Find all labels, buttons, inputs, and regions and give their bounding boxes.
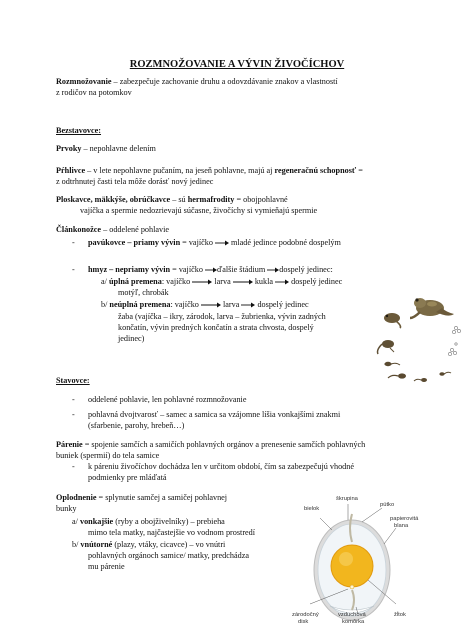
pavukovce-term: pavúkovce – priamy vývin xyxy=(88,238,181,247)
prhlivce-eq: = xyxy=(356,166,363,175)
bullet-dash: - xyxy=(72,265,75,274)
parenie-line-2: buniek (spermií) do tela samice xyxy=(56,451,160,460)
prvoky-term: Prvoky xyxy=(56,144,82,153)
label-zarodocny-1: zárodočný xyxy=(292,612,319,618)
intro-rest: – zabezpečuje zachovanie druhu a odovzdávanie znakov a vlastností xyxy=(111,77,338,86)
arrow-icon xyxy=(192,279,212,285)
vonkajsie-term: vonkajšie xyxy=(79,517,114,526)
arrow-icon xyxy=(233,279,253,285)
tadpole-icon xyxy=(414,378,427,382)
parenie-bullet-2: podmienky pre mláďatá xyxy=(88,473,167,482)
parenie-term: Párenie xyxy=(56,440,83,449)
label-skrupina: škrupina xyxy=(336,496,358,502)
heading-bezstavovce: Bezstavovce: xyxy=(56,126,102,135)
tadpole-icon xyxy=(439,372,451,376)
label-vzduch-2: komôrka xyxy=(342,619,365,625)
uplna-premena-term: úplná premena xyxy=(108,277,162,286)
hermafrodity-term: hermafrodity xyxy=(187,195,235,204)
a-adult: dospelý jedinec xyxy=(289,277,343,286)
vnutorne-line-1 xyxy=(72,540,225,550)
clankonozce-rest: – oddelené pohlavie xyxy=(101,225,170,234)
b-label: b/ xyxy=(101,300,110,309)
tadpole-legs-icon xyxy=(378,340,395,354)
a-label: a/ xyxy=(101,277,109,286)
pavukovce-young: mladé jedince podobné dospelým xyxy=(228,238,341,247)
vonkajsie-label: a/ xyxy=(72,517,80,526)
a-larva: larva xyxy=(212,277,233,286)
zaba-line-1: žaba (vajíčka – ikry, zárodok, larva – žubrienka, vývin zadných xyxy=(118,312,326,321)
hmyz-egg: = vajíčko xyxy=(170,265,205,274)
neuplna-premena-term: neúplná premena xyxy=(109,300,171,309)
tadpole-icon xyxy=(384,362,400,366)
zaba-line-2: končatín, vývin predných končatín a strata chvosta, dospelý xyxy=(118,323,314,332)
hmyz-line xyxy=(88,265,333,275)
neuplna-premena-line xyxy=(101,300,309,310)
bullet-dash: - xyxy=(72,238,75,247)
a-kukla: kukla xyxy=(252,277,276,286)
oplodnenie-term: Oplodnenie xyxy=(56,493,97,502)
tadpole-icon xyxy=(388,373,406,378)
prvoky-rest: – nepohlavne delením xyxy=(81,144,156,153)
arrow-icon xyxy=(267,267,279,273)
zaba-line-3: jedinec) xyxy=(118,334,145,343)
label-zarodocny-2: disk xyxy=(298,619,309,625)
pavukovce-line xyxy=(88,238,341,248)
hmyz-stage: ďalšie štádium xyxy=(216,265,268,274)
bullet-dash: - xyxy=(72,462,75,471)
intro-line-2: z rodičov na potomkov xyxy=(56,88,132,97)
arrow-icon xyxy=(205,267,217,273)
pavukovce-egg: = vajíčko xyxy=(180,238,215,247)
label-bielok: bielok xyxy=(304,506,320,512)
vnutorne-label: b/ xyxy=(72,540,81,549)
bullet-dash: - xyxy=(72,410,75,419)
arrow-icon xyxy=(275,279,289,285)
uplna-premena-examples: motýľ, chrobák xyxy=(118,288,169,297)
vnutorne-rest: (plazy, vtáky, cicavce) – vo vnútri xyxy=(112,540,226,549)
b-larva: larva xyxy=(220,300,242,309)
uplna-premena-line xyxy=(101,277,342,287)
prhlivce-line-1 xyxy=(56,166,363,176)
stavovce-item-1: oddelené pohlavie, len pohlavné rozmnožovanie xyxy=(88,395,247,404)
ploskavce-line-1 xyxy=(56,195,288,205)
arrow-icon xyxy=(201,302,221,308)
b-egg: : vajíčko xyxy=(170,300,201,309)
ploskavce-term: Ploskavce, mäkkýše, obrúčkavce xyxy=(56,195,171,204)
vnutorne-line-3: mu párenie xyxy=(88,562,125,571)
stavovce-item-2a: pohlavná dvojtvarosť – samec a samica sa vzájomne líšia vonkajšími znakmi xyxy=(88,410,341,419)
frog-icon xyxy=(410,298,454,318)
arrow-icon xyxy=(215,240,229,246)
intro-term: Rozmnožovanie xyxy=(56,77,112,86)
b-adult: dospelý jedinec xyxy=(255,300,309,309)
froglet-icon xyxy=(384,313,401,328)
clankonozce-term: Článkonožce xyxy=(56,225,102,234)
parenie-bullet-1: k páreniu živočíchov dochádza len v určitom období, čím sa zabezpečujú vhodné xyxy=(88,462,354,471)
arrow-icon xyxy=(241,302,255,308)
prhlivce-line-2: z odtrhnutej časti tela môže dorásť nový jedinec xyxy=(56,177,214,186)
bullet-dash: - xyxy=(72,395,75,404)
vonkajsie-line-1 xyxy=(72,517,225,527)
frog-life-cycle-illustration xyxy=(376,288,466,388)
vnutorne-term: vnútorné xyxy=(80,540,113,549)
hmyz-adult: dospelý jedinec: xyxy=(279,265,333,274)
label-putko: pútko xyxy=(380,502,395,508)
label-zltok: žĺtok xyxy=(394,612,406,618)
egg-cluster-icon xyxy=(448,326,460,355)
label-blana-1: papierovitá xyxy=(390,516,419,522)
label-blana-2: blana xyxy=(394,523,409,529)
prvoky-line xyxy=(56,144,156,154)
egg-diagram-svg xyxy=(290,494,424,628)
hmyz-term: hmyz – nepriamy vývin xyxy=(88,265,171,274)
page-title: ROZMNOŽOVANIE A VÝVIN ŽIVOČÍCHOV xyxy=(129,59,345,70)
parenie-rest: = spojenie samčích a samičích pohlavných orgánov a prenesenie samčích pohlavných xyxy=(82,440,366,449)
oplodnenie-line-1 xyxy=(56,493,227,503)
vonkajsie-line-2: mimo tela matky, najčastejšie vo vodnom prostredí xyxy=(88,528,256,537)
heading-stavovce: Stavovce: xyxy=(56,376,90,385)
prhlivce-term: Pŕhlivce xyxy=(56,166,86,175)
label-vzduch-1: vzduchová xyxy=(338,612,366,618)
ploskavce-rest: = obojpohlavné xyxy=(234,195,288,204)
yolk-highlight xyxy=(339,552,353,566)
clankonozce-line xyxy=(56,225,169,235)
prhlivce-rest: – v lete nepohlavne pučaním, na jeseň pohlavne, majú aj xyxy=(85,166,275,175)
stavovce-item-2b: (sfarbenie, parohy, hrebeň…) xyxy=(88,421,185,430)
parenie-line-1 xyxy=(56,440,365,450)
germinal-disc xyxy=(350,585,354,589)
vonkajsie-rest: (ryby a obojživelníky) – prebieha xyxy=(113,517,225,526)
vnutorne-line-2: pohlavných orgánoch samice/ matky, predchádza xyxy=(88,551,249,560)
egg-diagram xyxy=(290,494,424,628)
oplodnenie-line-2: bunky xyxy=(56,504,77,513)
a-egg: : vajíčko xyxy=(161,277,193,286)
oplodnenie-rest: = splynutie samčej a samičej pohlavnej xyxy=(96,493,228,502)
prhlivce-regeneration: regeneračnú schopnosť xyxy=(274,166,357,175)
ploskavce-mid: – sú xyxy=(170,195,188,204)
ploskavce-line-2: vajíčka a spermie nedozrievajú súčasne, živočíchy si vymieňajú spermie xyxy=(80,206,318,215)
intro-line-1 xyxy=(56,77,338,87)
